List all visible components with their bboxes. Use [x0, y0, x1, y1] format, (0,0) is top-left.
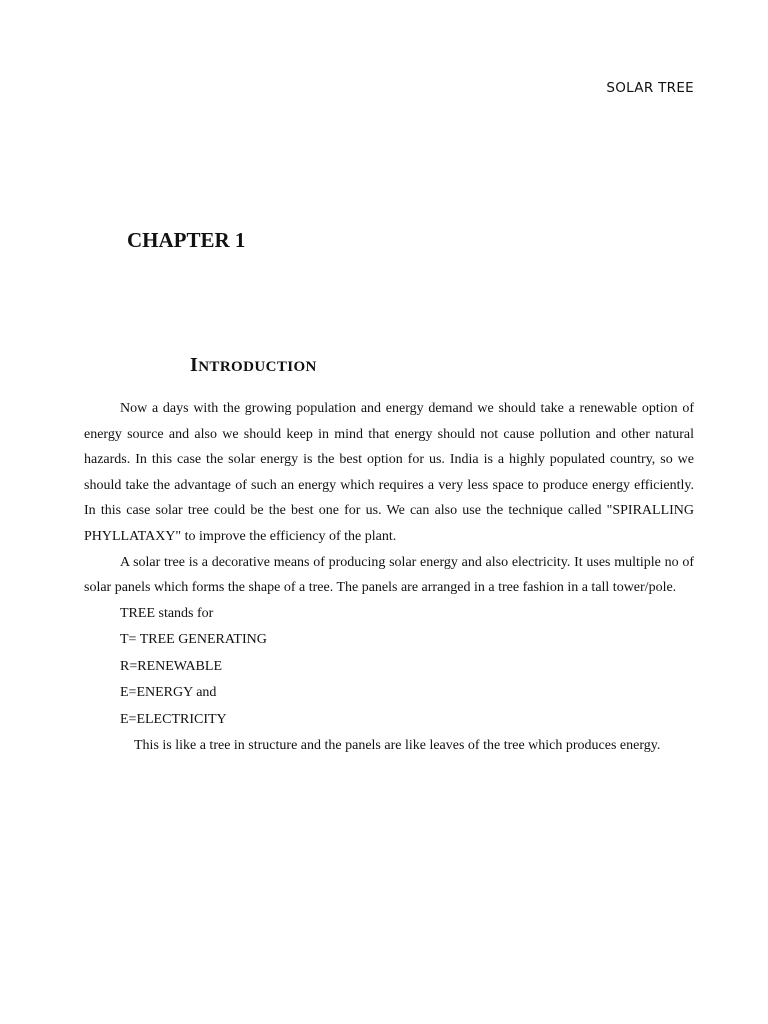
acronym-line: E=ENERGY and — [120, 685, 217, 701]
running-header: SOLAR TREE — [606, 80, 694, 96]
acronym-line: E=ELECTRICITY — [120, 711, 227, 727]
chapter-title: CHAPTER 1 — [127, 228, 246, 252]
acronym-line: R=RENEWABLE — [120, 658, 222, 674]
acronym-intro: TREE stands for — [120, 605, 214, 621]
section-title — [190, 354, 317, 377]
acronym-line: T= TREE GENERATING — [120, 632, 267, 648]
section-title-rest: NTRODUCTION — [198, 359, 317, 375]
paragraph: Now a days with the growing population and energy demand we should take a renewable option of energy source and also we should keep in mind that energy should not cause pollution and other natural hazards. In this case the solar energy is the best option for us. India is a highly populated country, so we should take the advantage of such an energy which requires a very less space to produce energy efficiently. In this case solar tree could be the best one for us. We can also use the technique called "SPIRALLING PHYLLATAXY" to improve the efficiency of the plant. — [84, 401, 694, 544]
section-title-initial: I — [190, 354, 199, 376]
closing-sentence: This is like a tree in structure and the panels are like leaves of the tree which produces energy. — [134, 738, 661, 754]
paragraph: A solar tree is a decorative means of producing solar energy and also electricity. It uses multiple no of solar panels which forms the shape of a tree. The panels are arranged in a tree fashion in a tall tower/pole. — [84, 554, 694, 596]
body-text — [84, 396, 694, 759]
